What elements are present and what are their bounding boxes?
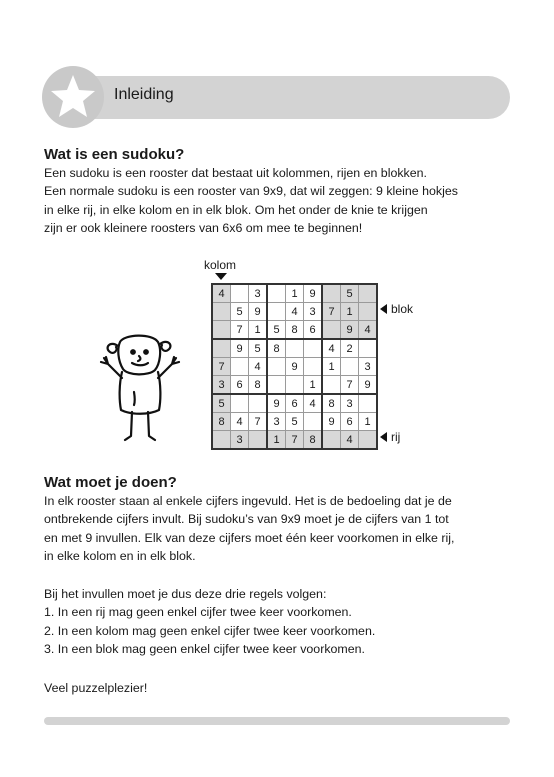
row-arrow-icon [380,432,387,442]
grid-row [212,339,377,358]
grid-cell [304,413,323,431]
grid-cell: 3 [267,413,286,431]
grid-row [212,321,377,340]
grid-cell [322,376,341,395]
closing-text: Veel puzzelplezier! [44,681,148,695]
grid-cell [286,376,304,395]
grid-cell [249,394,268,413]
grid-cell [267,376,286,395]
grid-cell: 4 [322,339,341,358]
row-label: rij [391,430,401,444]
text-line: Een normale sudoku is een rooster van 9x9, dat wil zeggen: 9 kleine hokjes [44,184,458,199]
grid-cell: 4 [249,358,268,376]
grid-cell: 7 [212,358,231,376]
grid-cell [231,358,249,376]
grid-cell: 4 [304,394,323,413]
grid-row [212,303,377,321]
block-arrow-icon [380,304,387,314]
grid-cell [341,358,359,376]
grid-cell [267,284,286,303]
grid-cell: 7 [286,431,304,450]
grid-cell [231,284,249,303]
grid-cell [359,303,378,321]
grid-cell [322,431,341,450]
section-heading-what-is: Wat is een sudoku? [44,146,185,163]
grid-row [212,394,377,413]
grid-cell: 5 [231,303,249,321]
grid-cell: 9 [249,303,268,321]
grid-cell: 3 [304,303,323,321]
grid-cell: 6 [286,394,304,413]
grid-cell: 1 [341,303,359,321]
grid-cell: 6 [231,376,249,395]
instructions-paragraph [44,492,454,566]
grid-cell: 8 [286,321,304,340]
grid-cell: 3 [249,284,268,303]
grid-cell: 9 [286,358,304,376]
grid-cell [267,303,286,321]
text-line: ontbrekende cijfers invult. Bij sudoku’s van 9x9 moet je de cijfers van 1 tot [44,512,449,527]
page-title: Inleiding [114,86,174,103]
grid-cell: 7 [249,413,268,431]
rules-list [44,585,375,659]
star-icon [42,66,104,128]
grid-cell: 3 [359,358,378,376]
grid-row [212,284,377,303]
grid-cell: 4 [231,413,249,431]
section-heading-what-to-do: Wat moet je doen? [44,474,177,491]
grid-cell: 5 [286,413,304,431]
grid-cell [249,431,268,450]
rules-intro: Bij het invullen moet je dus deze drie regels volgen: [44,587,327,601]
text-line: en met 9 invullen. Elk van deze cijfers moet één keer voorkomen in elke rij, [44,530,455,545]
grid-cell: 4 [359,321,378,340]
grid-cell [359,339,378,358]
grid-cell [286,339,304,358]
grid-cell: 3 [231,431,249,450]
grid-cell [359,431,378,450]
grid-cell: 4 [341,431,359,450]
block-label: blok [391,302,414,316]
grid-cell: 2 [341,339,359,358]
grid-cell: 8 [304,431,323,450]
grid-cell: 7 [231,321,249,340]
grid-cell [304,358,323,376]
grid-cell: 7 [322,303,341,321]
grid-cell [212,339,231,358]
sudoku-grid [211,283,378,450]
grid-cell: 4 [286,303,304,321]
grid-cell: 8 [249,376,268,395]
grid-cell: 6 [341,413,359,431]
grid-cell: 9 [359,376,378,395]
grid-row [212,413,377,431]
grid-cell: 3 [341,394,359,413]
grid-cell: 8 [322,394,341,413]
grid-cell [359,284,378,303]
grid-cell: 1 [322,358,341,376]
rule-item: 2. In een kolom mag geen enkel cijfer twee keer voorkomen. [44,623,376,638]
grid-cell: 8 [212,413,231,431]
grid-cell: 5 [267,321,286,340]
footer-bar [44,717,510,725]
grid-cell [212,321,231,340]
grid-cell: 1 [359,413,378,431]
cartoon-person-illustration [96,330,192,445]
grid-cell: 9 [341,321,359,340]
grid-cell [359,394,378,413]
intro-paragraph [44,164,458,238]
grid-cell: 1 [304,376,323,395]
grid-cell: 1 [249,321,268,340]
grid-cell: 7 [341,376,359,395]
grid-cell [304,339,323,358]
grid-cell: 1 [286,284,304,303]
grid-cell: 3 [212,376,231,395]
grid-cell [212,303,231,321]
column-arrow-icon [215,273,227,280]
grid-cell: 9 [231,339,249,358]
grid-cell: 1 [267,431,286,450]
grid-cell [231,394,249,413]
grid-cell: 6 [304,321,323,340]
text-line: in elke rij, in elke kolom en in elk blok. Om het onder de knie te krijgen [44,202,428,217]
grid-cell: 8 [267,339,286,358]
grid-row [212,376,377,395]
grid-cell: 9 [304,284,323,303]
grid-cell: 9 [322,413,341,431]
grid-row [212,431,377,450]
grid-cell: 5 [212,394,231,413]
text-line: in elke kolom en in elk blok. [44,549,196,564]
grid-cell: 5 [341,284,359,303]
grid-row [212,358,377,376]
rule-item: 1. In een rij mag geen enkel cijfer twee keer voorkomen. [44,605,352,620]
grid-cell [267,358,286,376]
column-label: kolom [204,258,237,272]
text-line: In elk rooster staan al enkele cijfers ingevuld. Het is de bedoeling dat je de [44,494,452,508]
text-line: zijn er ook kleinere roosters van 6x6 om mee te beginnen! [44,221,363,236]
grid-cell [212,431,231,450]
grid-cell: 5 [249,339,268,358]
grid-cell [322,284,341,303]
grid-cell: 9 [267,394,286,413]
star-badge [42,66,104,128]
grid-cell: 4 [212,284,231,303]
grid-cell [322,321,341,340]
text-line: Een sudoku is een rooster dat bestaat uit kolommen, rijen en blokken. [44,166,427,180]
rule-item: 3. In een blok mag geen enkel cijfer twee keer voorkomen. [44,642,365,657]
